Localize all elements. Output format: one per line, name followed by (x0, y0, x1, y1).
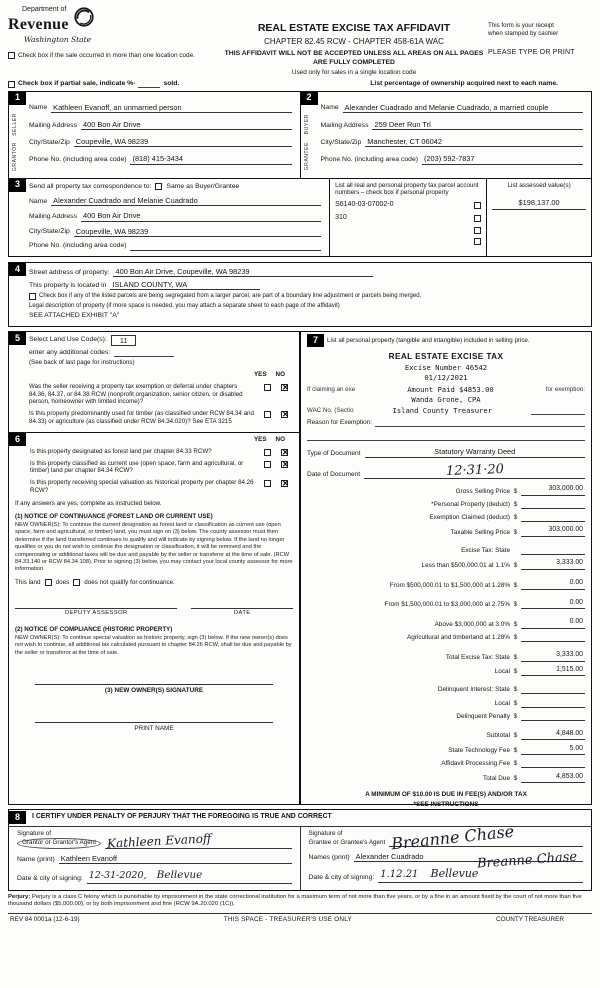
please-type-note: PLEASE TYPE OR PRINT (488, 48, 575, 56)
new-owner-signature-label: (3) NEW OWNER(S) SIGNATURE (104, 686, 204, 694)
grantor-word: GRANTOR (12, 142, 19, 172)
buyer-name-field (321, 103, 584, 113)
partial-sale-percent-field[interactable] (138, 81, 160, 88)
dept-of-label: Department of (22, 6, 67, 13)
type-of-document-value[interactable]: Statutory Warranty Deed (365, 447, 585, 458)
does-not-qualify-checkbox[interactable] (73, 579, 80, 586)
seller-exemption-yes-checkbox[interactable] (264, 384, 271, 391)
question-text: Was the seller receiving a property tax exemption or deferral under chapters 84.36, 84.37, or 84.38 RCW (nonprofit organization, senior citizen, or disabled person, homeowner with limited income)? (29, 382, 243, 406)
section-3-number: 3 (9, 179, 26, 192)
correspondence-address-label: Mailing Address (29, 213, 77, 221)
assessed-header: List assessed value(s) (507, 181, 571, 189)
reason-exemption-label: Reason for Exemption: (307, 419, 373, 426)
agency-logo-block (8, 6, 220, 77)
seller-side-label (11, 110, 20, 175)
wac-number-field[interactable] (531, 408, 585, 415)
timber-agriculture-question (29, 410, 293, 426)
correspondence-city-label: City/State/Zip (29, 228, 70, 236)
continuance-qualify-row (15, 579, 293, 587)
parties-section (8, 91, 592, 179)
perjury-body: Perjury is a class C felony which is punishable by imprisonment in the state correctional institution for a maximum term of not more than five years, or by a fine in an amount fixed by the court of not more than five thousand dollars ($5,000.00), or by both imprisonment and fine (RCW 9A.20.020 (1C)). (8, 893, 582, 908)
grantee-handwritten-name-overlay: Breanne Chase (476, 849, 578, 872)
grantor-date-city-field (17, 869, 292, 883)
form-rev-number: REV 84 0001a (12-6-19) (10, 915, 80, 923)
total-excise-state-value[interactable]: 3,333.00 (521, 651, 585, 662)
grantor-signature-field[interactable] (105, 831, 291, 851)
forest-no-checkbox[interactable] (281, 449, 288, 456)
correspondence-city-value[interactable]: Coupeville, WA 98239 (74, 227, 321, 237)
personal-property-checkbox-1[interactable] (474, 202, 481, 209)
taxable-selling-price-row: Taxable Selling Price $ 303,000.00 (450, 526, 583, 537)
section-5-number: 5 (9, 332, 26, 345)
exhibit-note[interactable]: SEE ATTACHED EXHIBIT "A" (29, 312, 120, 320)
seller-name-label: Name (29, 104, 48, 112)
question-text: Is this property receiving special valuation as historical property per chapter 84.26 RCW? (30, 479, 254, 494)
print-name-block (15, 710, 293, 733)
correspondence-name-label: Name (29, 197, 48, 205)
correspondence-name-value[interactable]: Alexander Cuadrado and Melanie Cuadrado (51, 196, 321, 206)
agricultural-value[interactable] (521, 633, 585, 642)
excise-tax-stamp (307, 351, 585, 384)
total-due-value[interactable]: 4,853.00 (521, 773, 585, 784)
receipt-note-block (488, 6, 592, 77)
correspondence-address-field (29, 211, 321, 221)
partial-sale-label: Check box if partial sale, indicate %- (18, 80, 136, 88)
buyer-phone-value[interactable]: (203) 592-7837 (422, 154, 583, 164)
grantor-sig-label-main: Grantor or Grantor's Agent (17, 838, 101, 849)
excise-tax-state-value[interactable] (521, 546, 585, 555)
buyer-name-value[interactable]: Alexander Cuadrado and Melanie Cuadrado, a married couple (343, 103, 583, 113)
grantee-handwritten-date: 1.12.21 (380, 869, 419, 881)
historic-no-checkbox[interactable] (281, 480, 288, 487)
partial-sale-suffix: sold. (163, 80, 180, 88)
bracket-4-value[interactable]: 0.00 (521, 618, 585, 629)
grantor-print-label: Name (print) (17, 855, 55, 863)
assessed-value[interactable]: $198,137.00 (492, 198, 586, 210)
bracket-2-row: From $500,000.01 to $1,500,000 at 1.28% $ 0.00 (389, 578, 583, 589)
exemption-claimed-row: Exemption Claimed (deduct) $ (333, 513, 585, 522)
seller-address-value[interactable]: 400 Bon Air Drive (81, 120, 292, 130)
section-5 (9, 332, 299, 433)
certify-statement: I CERTIFY UNDER PENALTY OF PERJURY THAT THE FOREGOING IS TRUE AND CORRECT (32, 812, 332, 820)
tax-correspondence-block (9, 179, 329, 256)
forest-land-question (30, 448, 293, 456)
receipt-note-line1: This form is your receipt (488, 22, 555, 29)
forest-yes-checkbox[interactable] (264, 449, 271, 456)
seller-exemption-no-checkbox[interactable] (281, 384, 288, 391)
buyer-city-field (321, 137, 584, 147)
timber-no-checkbox[interactable] (281, 411, 288, 418)
same-as-buyer-checkbox[interactable] (155, 183, 162, 190)
revenue-wordmark: Revenue (8, 15, 69, 33)
personal-property-checkbox-2[interactable] (474, 215, 481, 222)
buyer-word: BUYER (303, 113, 310, 134)
subtotal-row: Subtotal $ 4,848.00 (486, 729, 583, 740)
stamp-amount-paid: Amount Paid $4853.00 (407, 384, 494, 394)
does-qualify-checkbox[interactable] (45, 579, 52, 586)
seller-city-label: City/State/Zip (29, 138, 70, 146)
affidavit-processing-fee-value[interactable] (521, 759, 585, 768)
print-name-line[interactable] (35, 710, 273, 723)
section-6 (9, 433, 299, 804)
seller-city-value[interactable]: Coupeville, WA 98239 (74, 137, 292, 147)
new-owner-signature-block (15, 672, 293, 695)
seller-exemption-question (29, 383, 293, 406)
stamp-cashier-name: Wanda Grone, CPA (411, 394, 481, 404)
bracket-4-row: Above $3,000,000 at 3.0% $ 0.00 (434, 618, 583, 628)
personal-property-deduct-value[interactable] (521, 500, 585, 509)
bracket-2-value[interactable]: 0.00 (521, 579, 585, 590)
current-use-question (30, 460, 293, 476)
personal-property-header: List all personal property (tangible and intangible) included in selling price. (327, 336, 530, 344)
seller-city-field (29, 137, 292, 147)
delinquent-interest-state-value[interactable] (521, 685, 585, 694)
no-label: NO (275, 435, 285, 443)
grantor-date-label: Date & city of signing: (17, 875, 83, 883)
state-technology-fee-row: State Technology Fee $ 5.00 (448, 744, 583, 755)
new-owner-signature-line[interactable] (35, 672, 273, 685)
type-of-document-label: Type of Document (307, 450, 361, 458)
gross-selling-price-value[interactable]: 303,000.00 (521, 485, 585, 496)
bracket-1-value[interactable]: 3,333.00 (521, 559, 585, 570)
does-label: does (55, 578, 70, 586)
legal-description-label: Legal description of property (if more space is needed, you may attach a separate sheet to each page of the affidavit) (29, 302, 340, 309)
parcel-header: List all real and personal property tax parcel account numbers – check box if personal property (335, 181, 479, 197)
section-2-buyer (300, 92, 592, 178)
personal-property-checkbox-4[interactable] (474, 238, 481, 245)
same-as-buyer-label: Same as Buyer/Grantee (166, 182, 240, 190)
reason-exemption-field[interactable] (375, 420, 585, 427)
perjury-label: Perjury: (8, 893, 31, 900)
bracket-1-row: Less than $500,000.01 at 1.1% $ 3,333.00 (421, 559, 583, 569)
taxable-selling-price-value[interactable]: 303,000.00 (521, 526, 585, 537)
this-land-label: This land (15, 578, 41, 586)
section-7-number: 7 (307, 334, 324, 347)
if-yes-note: If any answers are yes, complete as instructed below. (15, 499, 162, 507)
deputy-assessor-label: DEPUTY ASSESSOR (64, 609, 128, 616)
correspondence-phone-value[interactable] (130, 242, 321, 251)
personal-property-deduct-row: *Personal Property (deduct) $ (333, 500, 585, 509)
excise-calculation-rows (307, 485, 585, 783)
current-use-yes-checkbox[interactable] (264, 461, 271, 468)
date-of-document-value[interactable] (364, 464, 585, 479)
grantee-handwritten-city: Bellevue (430, 867, 479, 881)
grantee-sig-label-main: Grantee or Grantee's Agent (308, 838, 386, 846)
land-use-code-value[interactable]: 11 (111, 335, 136, 346)
stamp-date: 01/12/2021 (424, 373, 468, 383)
subtotal-value[interactable]: 4,848.00 (521, 730, 585, 741)
section-1-seller (9, 92, 300, 178)
reason-exemption-field-2[interactable] (307, 434, 585, 441)
total-excise-state-row: Total Excise Tax: State $ 3,333.00 (445, 650, 583, 661)
buyer-city-value[interactable]: Manchester, CT 06042 (365, 137, 583, 147)
buyer-side-label (303, 110, 312, 175)
minimum-due-note: A MINIMUM OF $10.00 IS DUE IN FEE(S) AND/OR TAX (365, 791, 527, 799)
section-7 (300, 331, 592, 809)
total-due-row: Total Due $ 4,853.00 (483, 772, 583, 783)
question-text: Is this property predominantly used for timber (as classified under RCW 84.34 and 84.33) or agriculture (as classified under RCW 84.34.020)? See ETA 3215 (29, 410, 254, 425)
revenue-logo-icon (72, 6, 96, 32)
section-4 (8, 262, 592, 327)
grantor-date-value[interactable] (87, 869, 292, 883)
grantee-date-city-field (309, 867, 584, 883)
historic-yes-checkbox[interactable] (264, 480, 271, 487)
delinquent-interest-local-row: Local $ (333, 699, 585, 708)
see-instructions-note: *SEE INSTRUCTIONS (413, 801, 479, 809)
grantee-signature-field[interactable] (389, 821, 583, 854)
timber-yes-checkbox[interactable] (264, 411, 271, 418)
see-back-note: (See back of last page for instructions) (29, 359, 135, 367)
section-1-number: 1 (9, 92, 26, 105)
located-in-value[interactable]: ISLAND COUNTY, WA (110, 280, 260, 290)
grantor-handwritten-signature: Kathleen Evanoff (106, 831, 212, 851)
yes-no-header-5 (29, 371, 285, 379)
exemption-claimed-value[interactable] (521, 513, 585, 522)
buyer-phone-field (321, 154, 584, 164)
correspondence-name-field (29, 196, 321, 206)
ownership-note: List percentage of ownership acquired next to each name. (370, 80, 558, 88)
affidavit-processing-fee-row: Affidavit Processing Fee $ (333, 759, 585, 768)
form-header (8, 6, 592, 77)
washington-state-label: Washington State (24, 34, 92, 44)
section-3 (8, 179, 592, 257)
question-text: Is this property designated as forest land per chapter 84.33 RCW? (30, 447, 212, 455)
segregated-label: Check box if any of the listed parcels are being segregated from a larger parcel, are part of a boundary line adjustment or parcels being merged. (39, 293, 422, 300)
grantee-date-value[interactable] (378, 867, 583, 883)
handwritten-document-date: 12·31·20 (445, 462, 504, 480)
segregated-checkbox[interactable] (29, 293, 36, 300)
correspondence-address-value[interactable]: 400 Bon Air Drive (81, 211, 321, 221)
street-address-label: Street address of property: (29, 268, 110, 276)
no-label: NO (275, 371, 285, 379)
deputy-assessor-signature-line[interactable] (15, 600, 177, 609)
grantee-date-label: Date & city of signing: (308, 874, 375, 882)
additional-codes-label: enter any additional codes: (29, 348, 111, 356)
seller-word: SELLER (12, 112, 19, 136)
seller-name-field (29, 103, 292, 113)
assessed-values-block (486, 179, 591, 256)
exemption-fragment: for exemption: (545, 385, 585, 393)
footer-row (8, 913, 592, 924)
parcel-number-value[interactable]: S6140-03-07002-0 (335, 201, 394, 209)
section-6-number: 6 (9, 433, 26, 446)
personal-property-checkbox-3[interactable] (474, 227, 481, 234)
located-in-label: This property is located in (29, 281, 107, 289)
chapter-line: CHAPTER 82.45 RCW - CHAPTER 458-61A WAC (264, 37, 444, 47)
grantee-handwritten-signature: Breanne Chase (390, 821, 516, 854)
section-2-number: 2 (301, 92, 318, 105)
historic-property-question (30, 479, 293, 495)
land-use-label: Select Land Use Code(s): (29, 336, 107, 344)
grantee-print-name-field (309, 852, 584, 862)
question-text: Is this property classified as current use (open space, farm and agricultural, or timber) land per chapter 84.34 RCW? (30, 459, 244, 475)
current-use-no-checkbox[interactable] (281, 461, 288, 468)
deputy-assessor-row (15, 600, 293, 617)
stamp-excise-number: Excise Number 46542 (404, 362, 488, 372)
stamp-treasurer: Island County Treasurer (392, 406, 493, 415)
partial-sale-checkbox[interactable] (8, 81, 15, 88)
left-column (8, 331, 300, 805)
grantee-print-value[interactable]: Alexander Cuadrado (354, 852, 583, 862)
grantor-print-name-field (17, 854, 292, 864)
send-correspondence-label: Send all property tax correspondence to: (29, 182, 152, 190)
yes-label: YES (253, 371, 267, 379)
correspondence-city-field (29, 227, 321, 237)
page-title: REAL ESTATE EXCISE TAX AFFIDAVIT (257, 22, 451, 34)
notice-continuance-title: (1) NOTICE OF CONTINUANCE (FOREST LAND OR CURRENT USE) (15, 513, 213, 521)
grantee-word: GRANTEE (303, 142, 310, 171)
seller-address-label: Mailing Address (29, 121, 77, 129)
seller-phone-value[interactable]: (818) 415-3434 (130, 154, 291, 164)
yes-label: YES (253, 435, 267, 443)
buyer-address-value[interactable]: 259 Deer Run Trl (372, 120, 583, 130)
grantor-handwritten-city: Bellevue (156, 869, 203, 882)
correspondence-phone-field (29, 242, 321, 251)
seller-name-value[interactable]: Kathleen Evanoff, an unmarried person (51, 103, 291, 113)
total-excise-local-value[interactable]: 1,515.00 (521, 666, 585, 677)
section-8 (8, 809, 592, 891)
bracket-3-row: From $1,500,000.01 to $3,000,000 at 2.75% $ 0.00 (384, 598, 583, 609)
buyer-address-label: Mailing Address (320, 121, 369, 129)
grantor-print-value[interactable]: Kathleen Evanoff (59, 854, 292, 864)
delinquent-interest-state-row: Delinquent Interest: State $ (333, 685, 585, 694)
date-of-document-label: Date of Document (307, 471, 361, 479)
seller-phone-field (29, 154, 292, 164)
multi-location-label: Check box if the sale occurred in more than one location code. (18, 52, 195, 60)
total-excise-local-row: Local $ 1,515.00 (494, 665, 583, 676)
single-location-note: Used only for sales in a single location code (291, 69, 417, 77)
location-code-value[interactable]: 310 (335, 213, 347, 221)
grantee-signature-block (300, 821, 592, 890)
main-columns (8, 331, 592, 809)
bracket-3-value[interactable]: 0.00 (521, 599, 585, 610)
parcel-numbers-block (329, 179, 486, 256)
deputy-date-label: DATE (233, 609, 251, 616)
delinquent-interest-local-value[interactable] (521, 699, 585, 708)
pre-party-row (8, 80, 592, 88)
grantor-handwritten-date: 12-31-2020, (88, 870, 147, 882)
seller-phone-label: Phone No. (including area code) (29, 156, 127, 164)
buyer-city-label: City/State/Zip (320, 138, 362, 146)
wac-fragment: WAC No. (Sectio (307, 407, 354, 415)
does-not-label: does not qualify for continuance. (84, 578, 175, 586)
street-address-value[interactable]: 400 Bon Air Drive, Coupeville, WA 98239 (113, 267, 373, 277)
yes-no-header-6 (15, 436, 285, 444)
grantee-print-label: Names (print) (308, 853, 350, 861)
receipt-note-line2: when stamped by cashier (488, 30, 559, 38)
buyer-address-field (321, 120, 584, 130)
excise-tax-state-row: Excise Tax: State (333, 546, 585, 555)
agricultural-row: Agricultural and timberland at 1.28% $ (333, 633, 585, 642)
correspondence-phone-label: Phone No. (including area code) (29, 242, 127, 250)
section-8-number: 8 (9, 811, 26, 824)
seller-address-field (29, 120, 292, 130)
gross-selling-price-row: Gross Selling Price $ 303,000.00 (455, 485, 583, 495)
deputy-date-line[interactable] (191, 600, 293, 609)
buyer-name-label: Name (320, 104, 339, 112)
grantor-signature-block (9, 827, 300, 890)
notice-compliance-body: NEW OWNER(S): To continue special valuation as historic property, sign (3) below. If the new owner(s) does not wish to continue, all additional tax calculated pursuant to chapter 84.26 RCW, shall be due and payable by the seller or transferor at the time of sale. (15, 634, 292, 656)
print-name-label: PRINT NAME (134, 724, 174, 732)
grantee-sig-label-pre: Signature of (308, 830, 343, 838)
state-technology-fee-value[interactable]: 5.00 (521, 745, 585, 756)
warning-line: THIS AFFIDAVIT WILL NOT BE ACCEPTED UNLESS ALL AREAS ON ALL PAGES ARE FULLY COMPLETED (224, 50, 484, 66)
multi-location-checkbox[interactable] (8, 52, 15, 59)
treasurer-space-note: THIS SPACE - TREASURER'S USE ONLY (223, 915, 352, 923)
title-block (220, 6, 488, 77)
section-4-number: 4 (9, 263, 26, 276)
stamp-title: REAL ESTATE EXCISE TAX (388, 351, 504, 361)
buyer-phone-label: Phone No. (including area code) (320, 156, 418, 164)
notice-compliance-title: (2) NOTICE OF COMPLIANCE (HISTORIC PROPERTY) (15, 625, 173, 633)
delinquent-penalty-value[interactable] (521, 712, 585, 721)
delinquent-penalty-row: Delinquent Penalty $ (333, 712, 585, 721)
claiming-fragment: If claiming an exe (307, 385, 356, 393)
notice-continuance-body: NEW OWNER(S): To continue the current designation as forest land or classification as current use (open space, farm and agricultural, or timber) land, you must sign on (3) below. The county assessor must then determine if the land transferred continues to qualify and will indicate by signing below. If the land no longer qualifies or you do not wish to continue the designation or classification, it will be removed and the compensating or additional taxes will be due and payable by the seller or transferor at the time of sale. (RCW 84.33.140 or RCW 84.34.108). Prior to signing (3) below, you may contact your local county assessor for more information. (15, 522, 293, 573)
perjury-statement (8, 894, 592, 909)
additional-codes-field[interactable] (114, 350, 174, 357)
grantor-sig-label-pre: Signature of (17, 829, 51, 837)
county-treasurer-label: COUNTY TREASURER (496, 915, 564, 923)
